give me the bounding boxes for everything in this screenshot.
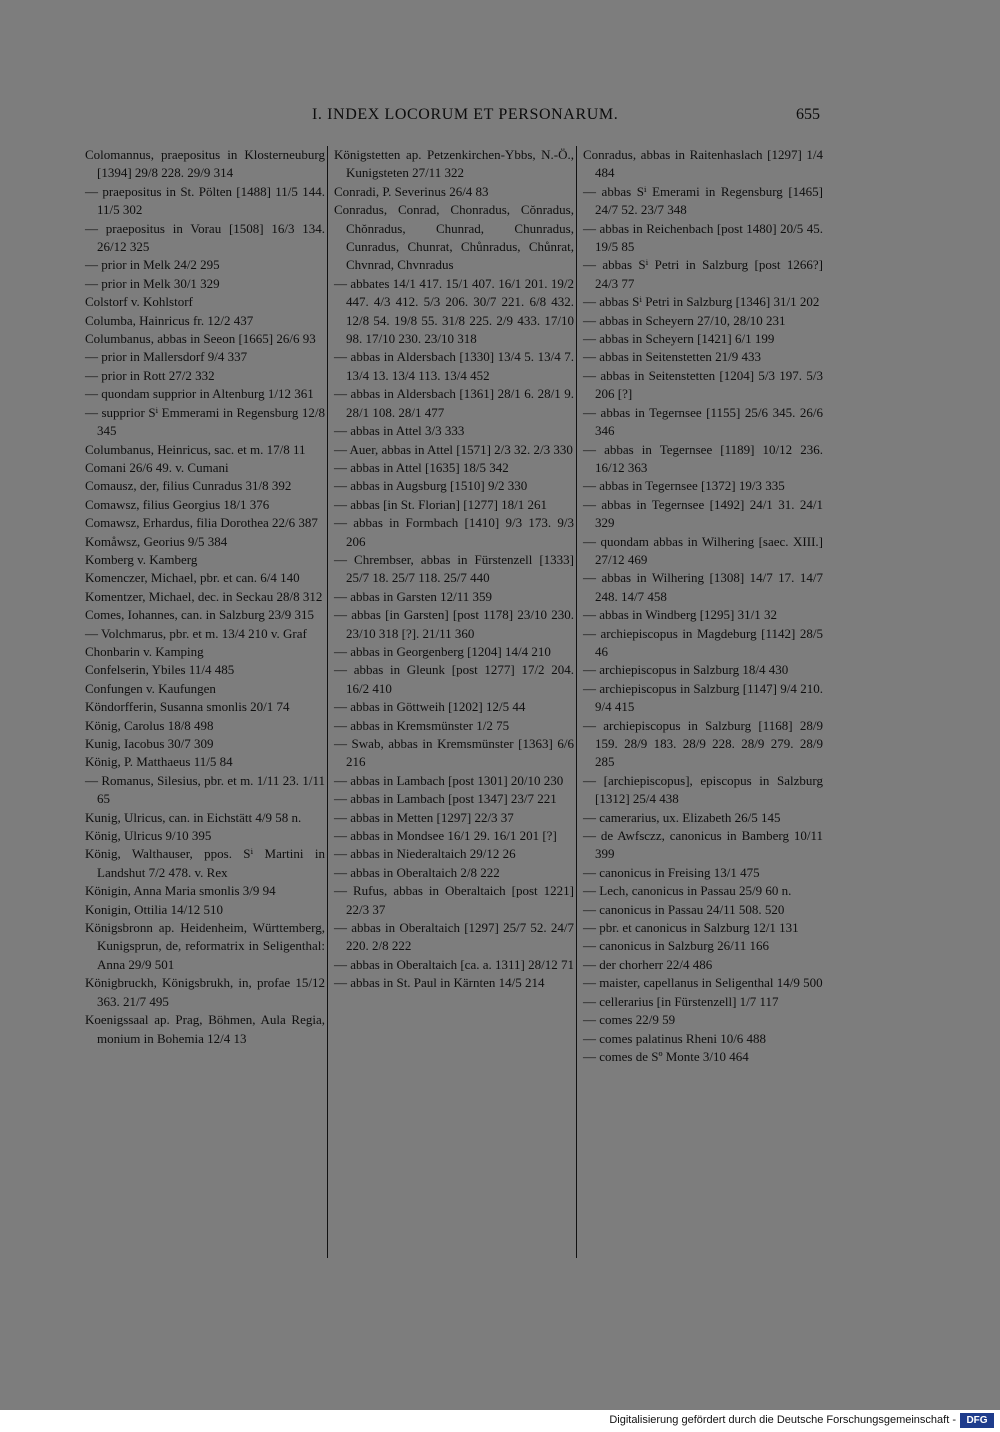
- index-entry: König, P. Matthaeus 11/5 84: [85, 754, 233, 770]
- index-entry: — de Awfsczz, canonicus in Bamberg 10/11 399: [583, 828, 823, 862]
- index-entry: — quondam abbas in Wilhering [saec. XIII.] 27/12 469: [583, 533, 823, 567]
- index-entry: — Chrembser, abbas in Fürstenzell [1333] 25/7 18. 25/7 118. 25/7 440: [334, 551, 574, 586]
- index-entry: König, Walthauser, ppos. Sⁱ Martini in Landshut 7/2 478. v. Rex: [85, 846, 325, 880]
- index-entry: — abbas in Garsten 12/11 359: [334, 588, 493, 604]
- index-entry: — comes palatinus Rheni 10/6 488: [583, 1030, 767, 1046]
- index-entry: — quondam supprior in Altenburg 1/12 361: [85, 386, 314, 402]
- index-entry: Konigin, Ottilia 14/12 510: [85, 901, 223, 917]
- index-entry: — abbas in Göttweih [1202] 12/5 44: [334, 699, 526, 715]
- index-entry: — archiepiscopus in Salzburg [1168] 28/9 159. 28/9 183. 28/9 228. 28/9 279. 28/9 285: [583, 717, 823, 770]
- index-entry: — abbas in Aldersbach [1330] 13/4 5. 13/4 7. 13/4 13. 13/4 113. 13/4 452: [334, 349, 574, 383]
- index-entry: — camerarius, ux. Elizabeth 26/5 145: [583, 809, 781, 825]
- index-entry: Conradus, abbas in Raitenhaslach [1297] 1/4 484: [583, 147, 823, 181]
- index-entry: Chonbarin v. Kamping: [85, 643, 204, 659]
- index-entry: — abbas in Oberaltaich [ca. a. 1311] 28/12 71: [334, 956, 574, 972]
- index-entry: — praepositus in St. Pölten [1488] 11/5 144. 11/5 302: [85, 183, 325, 218]
- index-entry: — abbas in Reichenbach [post 1480] 20/5 45. 19/5 85: [583, 220, 823, 255]
- index-entry: — comes de Sº Monte 3/10 464: [583, 1048, 749, 1064]
- index-entry: — abbas in Kremsmünster 1/2 75: [334, 717, 510, 733]
- index-entry: Colstorf v. Kohlstorf: [85, 294, 193, 310]
- index-entry: — abbas in Lambach [post 1347] 23/7 221: [334, 791, 557, 807]
- index-entry: — canonicus in Passau 24/11 508. 520: [583, 901, 785, 917]
- index-entry: — abbas Sⁱ Petri in Salzburg [1346] 31/1 202: [583, 294, 820, 310]
- index-entry: Komenczer, Michael, pbr. et can. 6/4 140: [85, 570, 300, 586]
- column-divider: [576, 146, 577, 1258]
- index-entry: Königin, Anna Maria smonlis 3/9 94: [85, 883, 276, 899]
- index-entry: König, Carolus 18/8 498: [85, 717, 214, 733]
- index-entry: — prior in Mallersdorf 9/4 337: [85, 349, 248, 365]
- index-entry: — cellerarius [in Fürstenzell] 1/7 117: [583, 993, 779, 1009]
- index-entry: Comawsz, Erhardus, filia Dorothea 22/6 387: [85, 515, 318, 531]
- index-entry: Conradus, Conrad, Chonradus, Cŏnradus, Chŏnradus, Chunrad, Chunradus, Cunradus, Chunrat, Chůnradus, Chůnrat, Chvnrad, Chvnradus: [334, 202, 574, 273]
- index-entry: — abbas in Scheyern 27/10, 28/10 231: [583, 312, 786, 328]
- index-entry: Columbanus, Heinricus, sac. et m. 17/8 11: [85, 441, 306, 457]
- index-entry: — prior in Rott 27/2 332: [85, 367, 215, 383]
- index-entry: — archiepiscopus in Salzburg 18/4 430: [583, 662, 789, 678]
- column-divider: [327, 146, 328, 1258]
- index-entry: — abbas in Tegernsee [1189] 10/12 236. 16/12 363: [583, 441, 823, 475]
- index-entry: — abbas in Oberaltaich 2/8 222: [334, 864, 500, 880]
- index-entry: — abbas in Seitenstetten [1204] 5/3 197. 5/3 206 [?]: [583, 367, 823, 402]
- index-entry: — abbas in Tegernsee [1372] 19/3 335: [583, 478, 785, 494]
- index-entry: Komentzer, Michael, dec. in Seckau 28/8 312: [85, 588, 323, 604]
- index-entry: — abbas in Mondsee 16/1 29. 16/1 201 [?]: [334, 828, 557, 844]
- index-entry: — abbas in Attel 3/3 333: [334, 423, 465, 439]
- index-entry: — abbas in Attel [1635] 18/5 342: [334, 459, 509, 475]
- index-entry: — Swab, abbas in Kremsmünster [1363] 6/6 216: [334, 736, 574, 770]
- index-entry: — abbas in Metten [1297] 22/3 37: [334, 809, 514, 825]
- index-entry: — Auer, abbas in Attel [1571] 2/3 32. 2/3 330: [334, 441, 573, 457]
- index-entry: Köndorfferin, Susanna smonlis 20/1 74: [85, 699, 290, 715]
- index-entry: — prior in Melk 24/2 295: [85, 257, 220, 273]
- running-title: I. INDEX LOCORUM ET PERSONARUM.: [312, 106, 619, 123]
- index-entry: — pbr. et canonicus in Salzburg 12/1 131: [583, 920, 799, 936]
- index-entry: — abbas [in St. Florian] [1277] 18/1 261: [334, 496, 548, 512]
- index-entry: — abbas in Aldersbach [1361] 28/1 6. 28/1 9. 28/1 108. 28/1 477: [334, 386, 574, 420]
- index-entry: Kunig, Ulricus, can. in Eichstätt 4/9 58 n.: [85, 809, 302, 825]
- index-column-2: [334, 146, 574, 993]
- index-entry: — archiepiscopus in Salzburg [1147] 9/4 210. 9/4 415: [583, 680, 823, 715]
- index-entry: Comausz, der, filius Cunradus 31/8 392: [85, 478, 292, 494]
- index-entry: — abbas in Seitenstetten 21/9 433: [583, 349, 762, 365]
- index-entry: — abbas in St. Paul in Kärnten 14/5 214: [334, 975, 545, 991]
- index-entry: — abbas Sⁱ Petri in Salzburg [post 1266?] 24/3 77: [583, 257, 823, 291]
- index-entry: — der chorherr 22/4 486: [583, 956, 713, 972]
- index-entry: — Rufus, abbas in Oberaltaich [post 1221] 22/3 37: [334, 883, 574, 917]
- index-entry: — archiepiscopus in Magdeburg [1142] 28/5 46: [583, 625, 823, 659]
- index-entry: Komberg v. Kamberg: [85, 551, 198, 567]
- index-entry: — abbas [in Garsten] [post 1178] 23/10 230. 23/10 318 [?]. 21/11 360: [334, 607, 574, 641]
- index-entry: — Romanus, Silesius, pbr. et m. 1/11 23. 1/11 65: [85, 772, 325, 807]
- index-entry: — Lech, canonicus in Passau 25/9 60 n.: [583, 883, 792, 899]
- index-entry: — comes 22/9 59: [583, 1012, 676, 1028]
- index-entry: — canonicus in Freising 13/1 475: [583, 864, 760, 880]
- index-entry: Colomannus, praepositus in Klosterneuburg [1394] 29/8 228. 29/9 314: [85, 147, 325, 181]
- index-entry: Koenigssaal ap. Prag, Böhmen, Aula Regia, monium in Bohemia 12/4 13: [85, 1012, 325, 1046]
- index-entry: — abbas in Augsburg [1510] 9/2 330: [334, 478, 528, 494]
- index-entry: — abbas in Formbach [1410] 9/3 173. 9/3 206: [334, 515, 574, 549]
- index-entry: Komåwsz, Georius 9/5 384: [85, 533, 228, 549]
- index-entry: Comawsz, filius Georgius 18/1 376: [85, 496, 270, 512]
- page-number: 655: [796, 106, 820, 123]
- index-entry: — praepositus in Vorau [1508] 16/3 134. 26/12 325: [85, 220, 325, 255]
- index-entry: — abbas in Lambach [post 1301] 20/10 230: [334, 772, 564, 788]
- index-entry: — [archiepiscopus], episcopus in Salzburg [1312] 25/4 438: [583, 772, 823, 807]
- footer-credit: Digitalisierung gefördert durch die Deutsche Forschungsgemeinschaft -: [609, 1414, 956, 1426]
- index-entry: — abbas in Wilhering [1308] 14/7 17. 14/7 248. 14/7 458: [583, 570, 823, 604]
- index-entry: — abbas in Oberaltaich [1297] 25/7 52. 24/7 220. 2/8 222: [334, 920, 574, 954]
- index-entry: Königstetten ap. Petzenkirchen-Ybbs, N.-Ö., Kunigsteten 27/11 322: [334, 147, 574, 181]
- index-entry: — abbas in Tegernsee [1492] 24/1 31. 24/1 329: [583, 496, 823, 531]
- index-column-1: [85, 146, 325, 1048]
- index-entry: — abbas in Georgenberg [1204] 14/4 210: [334, 643, 551, 659]
- index-entry: Kunig, Iacobus 30/7 309: [85, 736, 214, 751]
- index-entry: — abbates 14/1 417. 15/1 407. 16/1 201. 19/2 447. 4/3 412. 5/3 206. 30/7 221. 6/8 432. 12/8 54. 19/8 55. 31/8 225. 2/9 433. 17/10 98. 17/10 230. 23/10 318: [334, 275, 574, 347]
- index-entry: — abbas in Gleunk [post 1277] 17/2 204. 16/2 410: [334, 662, 574, 696]
- index-entry: König, Ulricus 9/10 395: [85, 828, 212, 844]
- index-entry: — abbas in Windberg [1295] 31/1 32: [583, 607, 777, 623]
- index-entry: — supprior Sⁱ Emmerami in Regensburg 12/8 345: [85, 404, 325, 439]
- index-entry: — abbas in Tegernsee [1155] 25/6 345. 26/6 346: [583, 404, 823, 439]
- index-column-3: [583, 146, 823, 1066]
- index-entry: Comani 26/6 49. v. Cumani: [85, 459, 229, 475]
- index-entry: — prior in Melk 30/1 329: [85, 275, 220, 291]
- index-entry: — maister, capellanus in Seligenthal 14/9 500: [583, 975, 823, 991]
- index-entry: Comes, Iohannes, can. in Salzburg 23/9 315: [85, 607, 315, 623]
- index-entry: — canonicus in Salzburg 26/11 166: [583, 938, 769, 954]
- dfg-logo: DFG: [960, 1413, 994, 1428]
- index-entry: — abbas in Niederaltaich 29/12 26: [334, 846, 516, 862]
- index-entry: — abbas Sⁱ Emerami in Regensburg [1465] 24/7 52. 23/7 348: [583, 183, 823, 218]
- index-entry: — abbas in Scheyern [1421] 6/1 199: [583, 331, 775, 347]
- index-entry: Confelserin, Ybiles 11/4 485: [85, 662, 235, 678]
- index-entry: Columba, Hainricus fr. 12/2 437: [85, 312, 254, 328]
- index-entry: Königsbronn ap. Heidenheim, Württemberg, Kunigsprun, de, reformatrix in Seligenthal: Anna 29/9 501: [85, 920, 325, 972]
- index-entry: Confungen v. Kaufungen: [85, 680, 216, 696]
- index-entry: — Volchmarus, pbr. et m. 13/4 210 v. Graf: [85, 625, 307, 641]
- index-entry: Columbanus, abbas in Seeon [1665] 26/6 93: [85, 331, 316, 347]
- index-entry: Königbruckh, Königsbrukh, in, profae 15/12 363. 21/7 495: [85, 975, 325, 1009]
- index-entry: Conradi, P. Severinus 26/4 83: [334, 183, 489, 199]
